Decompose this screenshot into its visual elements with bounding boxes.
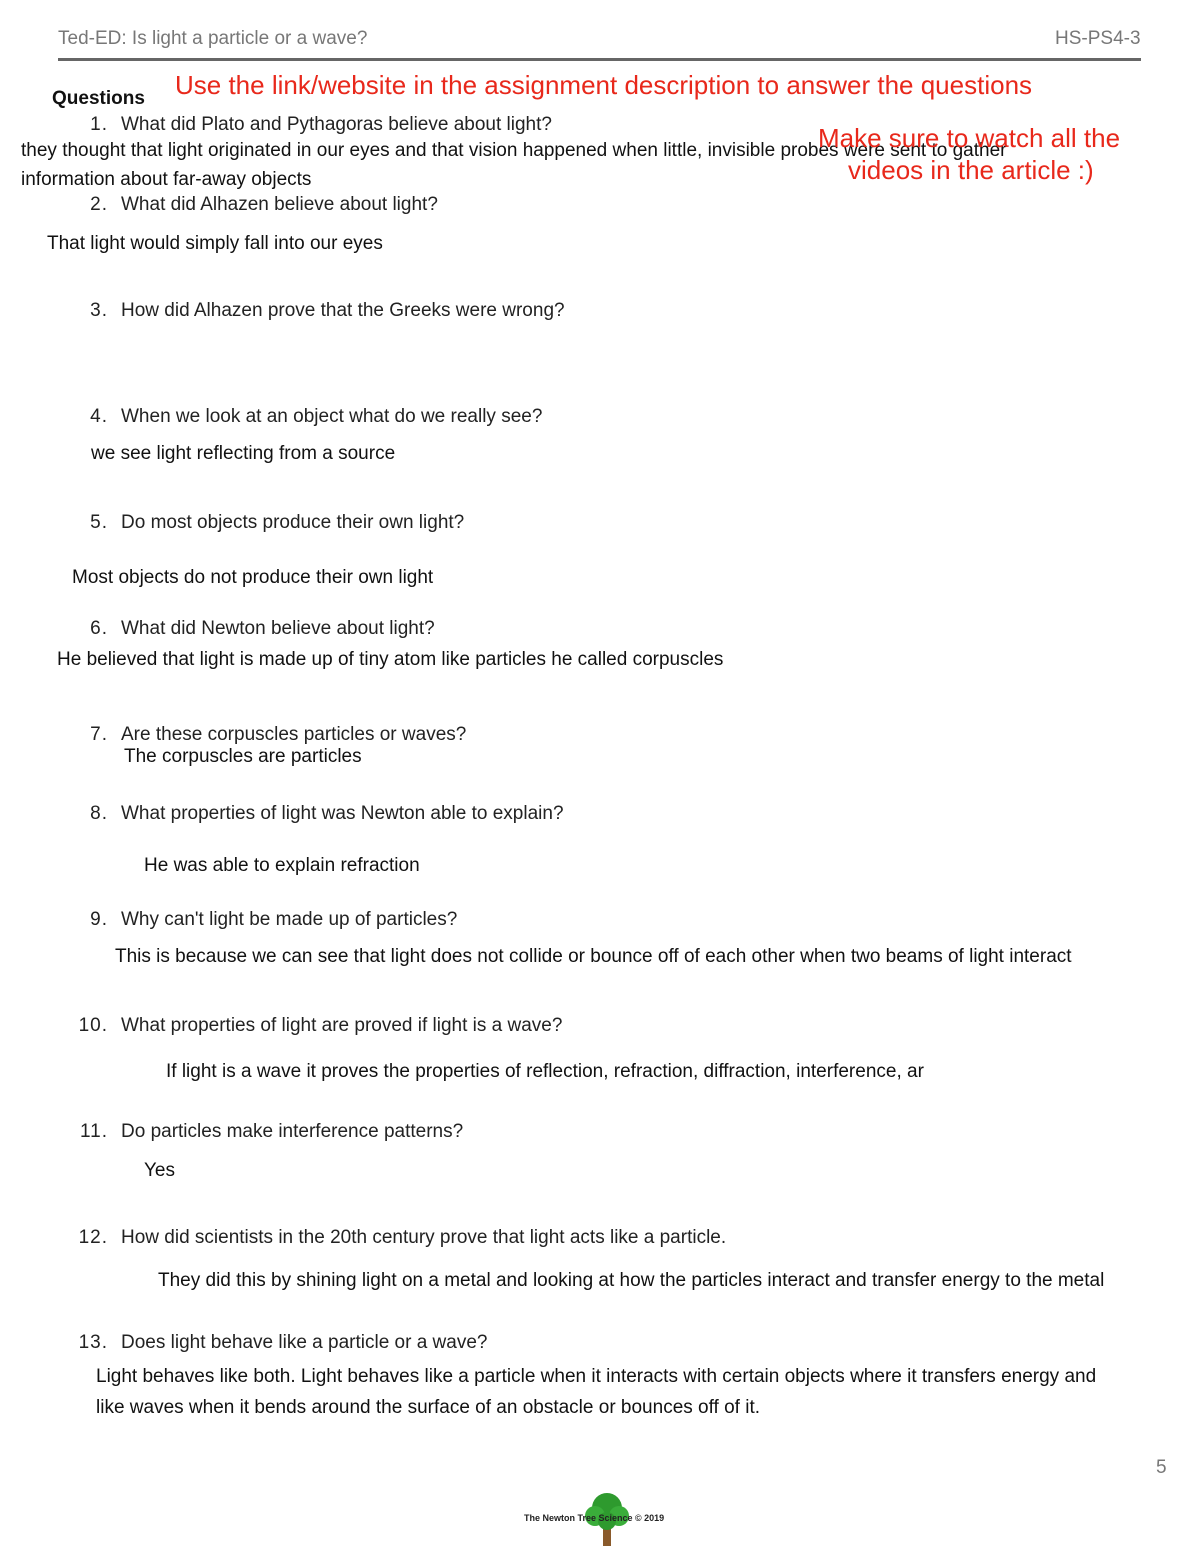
answer-11: Yes <box>144 1160 175 1181</box>
question-2 <box>58 194 438 216</box>
answer-7: The corpuscles are particles <box>124 746 362 767</box>
footer-logo <box>522 1490 692 1548</box>
question-number: 11. <box>79 1121 108 1142</box>
answer-13-line2: like waves when it bends around the surface of an obstacle or bounces off of it. <box>96 1397 760 1418</box>
question-6 <box>58 618 435 640</box>
question-number: 7. <box>90 724 108 745</box>
answer-9: This is because we can see that light does not collide or bounce off of each other when two beams of light interact <box>115 946 1072 967</box>
questions-heading: Questions <box>52 88 145 109</box>
question-text: What did Plato and Pythagoras believe about light? <box>121 114 552 135</box>
answer-4: we see light reflecting from a source <box>91 443 396 464</box>
question-text: What properties of light was Newton able to explain? <box>121 803 564 824</box>
question-text: Are these corpuscles particles or waves? <box>121 724 467 745</box>
answer-1-line1: they thought that light originated in our eyes and that vision happened when little, invisible probes were sent to gather <box>21 140 1007 161</box>
answer-10: If light is a wave it proves the properties of reflection, refraction, diffraction, interference, ar <box>166 1061 924 1082</box>
question-number: 4. <box>90 406 108 427</box>
question-number: 1. <box>90 114 108 135</box>
answer-2: That light would simply fall into our eyes <box>47 233 383 254</box>
question-number: 8. <box>90 803 108 824</box>
question-8 <box>58 803 564 825</box>
question-13 <box>58 1332 487 1354</box>
page-number: 5 <box>1156 1457 1167 1478</box>
question-1 <box>58 114 552 136</box>
question-number: 5. <box>90 512 108 533</box>
question-text: Does light behave like a particle or a wave? <box>121 1332 488 1353</box>
question-text: How did scientists in the 20th century prove that light acts like a particle. <box>121 1227 727 1248</box>
question-10 <box>58 1015 562 1037</box>
footer-text: The Newton Tree Science © 2019 <box>524 1513 665 1523</box>
question-number: 3. <box>90 300 108 321</box>
answer-5: Most objects do not produce their own light <box>72 567 434 588</box>
answer-6: He believed that light is made up of tiny atom like particles he called corpuscles <box>57 649 724 670</box>
header-title: Ted-ED: Is light a particle or a wave? <box>58 28 368 49</box>
question-number: 12. <box>78 1227 108 1248</box>
answer-13-line1: Light behaves like both. Light behaves like a particle when it interacts with certain objects where it transfers energy and <box>96 1366 1097 1387</box>
question-number: 9. <box>90 909 108 930</box>
question-number: 13. <box>78 1332 108 1353</box>
question-text: What did Alhazen believe about light? <box>121 194 438 215</box>
question-12 <box>58 1227 726 1249</box>
question-text: When we look at an object what do we really see? <box>121 406 543 427</box>
header-divider <box>58 58 1141 61</box>
question-text: How did Alhazen prove that the Greeks were wrong? <box>121 300 565 321</box>
question-text: Why can't light be made up of particles? <box>121 909 458 930</box>
question-number: 10. <box>78 1015 108 1036</box>
question-number: 2. <box>90 194 108 215</box>
instruction-note-line2: videos in the article :) <box>848 155 1094 185</box>
instruction-main: Use the link/website in the assignment description to answer the questions <box>175 70 1033 100</box>
question-text: Do most objects produce their own light? <box>121 512 465 533</box>
question-9 <box>58 909 457 931</box>
header-standard: HS-PS4-3 <box>1055 28 1141 49</box>
question-7 <box>58 724 466 746</box>
answer-12: They did this by shining light on a metal and looking at how the particles interact and transfer energy to the metal <box>158 1270 1105 1291</box>
question-number: 6. <box>90 618 108 639</box>
question-4 <box>58 406 542 428</box>
question-text: Do particles make interference patterns? <box>121 1121 464 1142</box>
answer-8: He was able to explain refraction <box>144 855 420 876</box>
question-text: What properties of light are proved if light is a wave? <box>121 1015 563 1036</box>
answer-1-line2: information about far-away objects <box>21 169 312 190</box>
question-text: What did Newton believe about light? <box>121 618 435 639</box>
question-5 <box>58 512 464 534</box>
question-3 <box>58 300 565 322</box>
instruction-note-line1: Make sure to watch all the <box>818 123 1121 153</box>
question-11 <box>58 1121 463 1143</box>
